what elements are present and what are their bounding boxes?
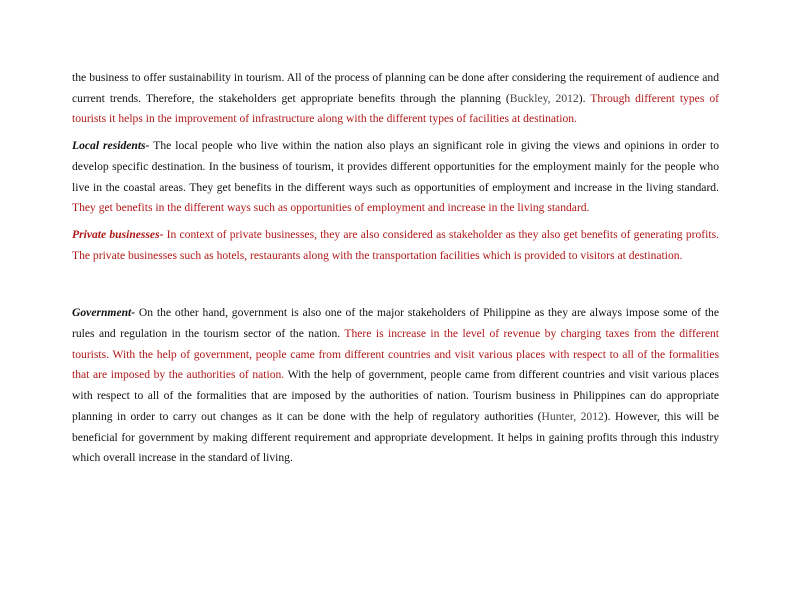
government-paragraph [72, 303, 719, 469]
local-residents-highlight: They get benefits in the different ways such as opportunities of employment and increase in the living standard. [72, 201, 590, 215]
citation-hunter: Hunter, 2012 [541, 409, 604, 423]
government-text-2: With the help of government, people came from different countries and visit various places with respect to all of the formalities that are imposed by the authorities of nation. Tourism business in Philippines can do appropriate planning in order to carry out changes as it can be done with the help of regulatory authorities ( [72, 368, 719, 423]
document-page [72, 68, 719, 475]
intro-text-end: ). [578, 91, 591, 105]
local-residents-paragraph [72, 136, 719, 219]
intro-highlight: Through different types of tourists it helps in the improvement of infrastructure along with the different types of facilities at destination. [72, 91, 719, 126]
intro-paragraph [72, 68, 719, 130]
government-text-3: ). However, this will be beneficial for government by making different requirement and appropriate development. It helps in gaining profits through this industry which overall increase in the standard of living. [72, 409, 719, 465]
government-heading: Government- [72, 306, 136, 320]
private-businesses-heading: Private businesses- [72, 227, 164, 241]
private-businesses-paragraph [72, 225, 719, 266]
private-businesses-text: In context of private businesses, they are also considered as stakeholder as they also get benefits of generating profits. The private businesses such as hotels, restaurants along with the transportation facilities which is provided to visitors at destination. [72, 227, 719, 262]
government-text: On the other hand, government is also one of the major stakeholders of Philippine as they are always impose some of the rules and regulation in the tourism sector of the nation. [72, 306, 719, 341]
blank-line [72, 272, 719, 303]
local-residents-text: The local people who live within the nation also plays an significant role in giving the views and opinions in order to develop specific destination. In the business of tourism, it provides different opportunities for the employment mainly for the people who live in the coastal areas. They get benefits in the different ways such as opportunities of employment and increase in the living standard. [72, 139, 719, 194]
citation-buckley: Buckley, 2012 [509, 91, 579, 105]
local-residents-heading: Local residents- [72, 139, 150, 153]
government-highlight: There is increase in the level of revenue by charging taxes from the different tourists. With the help of government, people came from different countries and visit various places with respect to all of the formalities that are imposed by the authorities of nation. [72, 327, 719, 382]
intro-text: the business to offer sustainability in tourism. All of the process of planning can be done after considering the requirement of audience and current trends. Therefore, the stakeholders get appropriate benefits through the planning ( [72, 71, 719, 105]
